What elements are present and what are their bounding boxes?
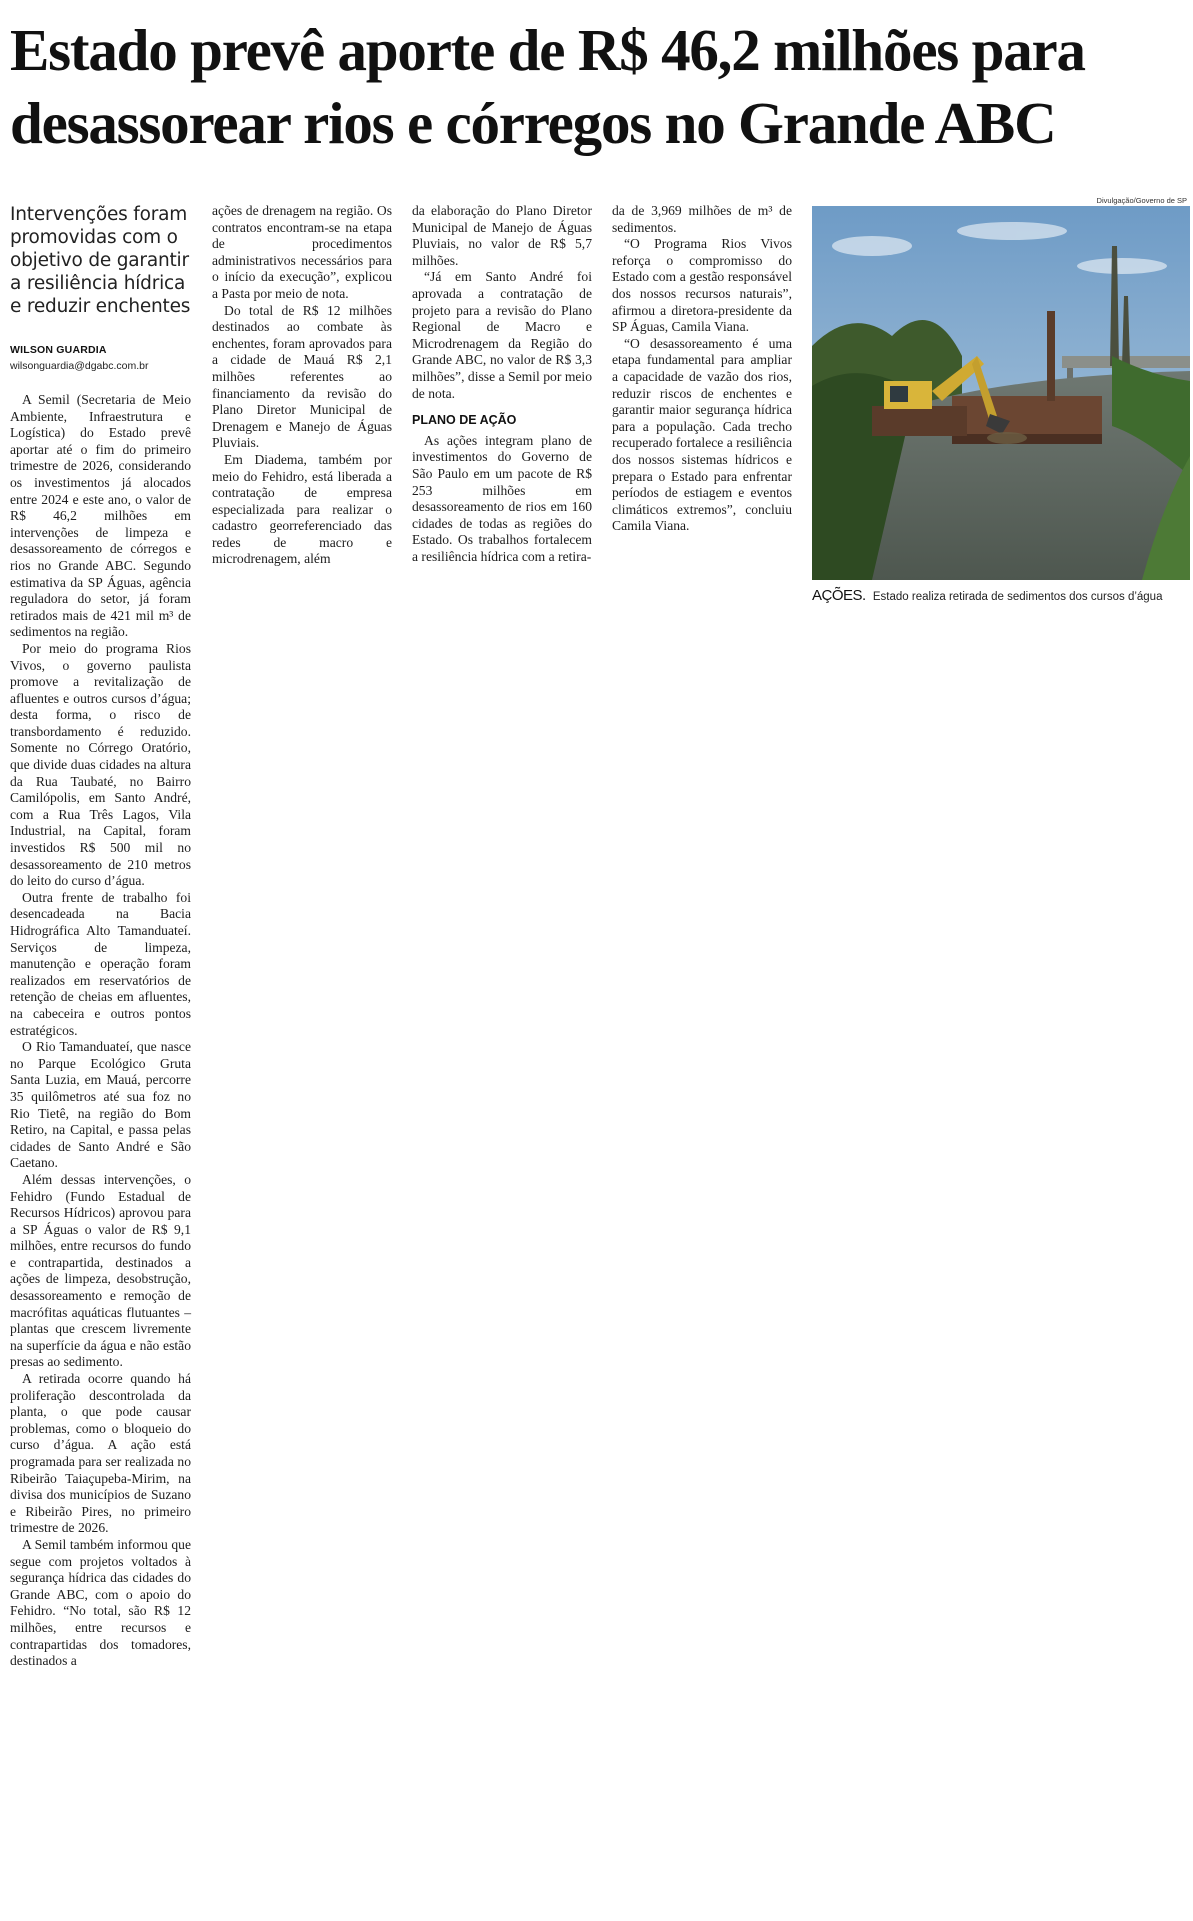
paragraph: “O desassoreamento é uma etapa fundamental para ampliar a capacidade de vazão dos rios, reduzir riscos de enchentes e garantir maior segurança hídrica para a população. Cada trecho recuperado fortalece a resiliência dos nossos sistemas hídricos e prepara o Estado para enfrentar períodos de estiagem e eventos climáticos extremos”, concluiu Camila Viana. (612, 335, 792, 534)
paragraph: O Rio Tamanduateí, que nasce no Parque Ecológico Gruta Santa Luzia, em Mauá, percorre 35 quilômetros até sua foz no Rio Tietê, na região do Bom Retiro, na Capital, e passa pelas cidades de Santo André e São Caetano. (10, 1039, 191, 1171)
deck (10, 203, 190, 318)
paragraph: Outra frente de trabalho foi desencadeada na Bacia Hidrográfica Alto Tamanduateí. Serviços de limpeza, manutenção e operação foram realizados em reservatórios de retenção de cheias em afluentes, na cabeceira e outros pontos estratégicos. (10, 889, 191, 1038)
byline-author: WILSON GUARDIA (10, 344, 107, 356)
paragraph: ações de drenagem na região. Os contratos encontram-se na etapa de procedimentos administrativos necessários para o início da execução”, explicou a Pasta por meio de nota. (212, 203, 392, 301)
paragraph: As ações integram plano de investimentos do Governo de São Paulo em um pacote de R$ 253 milhões em desassoreamento de rios em 160 cidades de todas as regiões do Estado. Os trabalhos fortalecem a resiliência hídrica com a retira- (412, 432, 592, 564)
paragraph: Por meio do programa Rios Vivos, o governo paulista promove a revitalização de afluentes e outros cursos d’água; desta forma, o risco de transbordamento é reduzido. Somente no Córrego Oratório, que divide duas cidades na altura da Rua Taubaté, no Bairro Camilópolis, em Santo André, com a Rua Três Lagos, Vila Industrial, na Capital, foram investidos R$ 500 mil no desassoreamento de 210 metros do leito do curso d’água. (10, 640, 191, 889)
paragraph: “O Programa Rios Vivos reforça o compromisso do Estado com a gestão responsável dos nossos recursos naturais”, afirmou a diretora-presidente da SP Águas, Camila Viana. (612, 236, 792, 335)
paragraph: A Semil também informou que segue com projetos voltados à segurança hídrica das cidades do Grande ABC, com o apoio do Fehidro. “No total, são R$ 12 milhões, entre recursos e contrapartidas dos tomadores, destinados a (10, 1536, 191, 1669)
paragraph: Do total de R$ 12 milhões destinados ao combate às enchentes, foram aprovados para a cidade de Mauá R$ 2,1 milhões referentes ao financiamento da revisão do Plano Diretor Municipal de Drenagem e Manejo de Águas Pluviais. (212, 302, 392, 451)
deck-line-1: Intervenções foram (10, 204, 188, 225)
deck-line-5: e reduzir enchentes (10, 296, 191, 317)
article-column-2 (212, 203, 392, 568)
photo-caption (812, 587, 1192, 604)
subhead: PLANO DE AÇÃO (412, 413, 517, 428)
caption-text: Estado realiza retirada de sedimentos dos cursos d’água (872, 591, 1163, 603)
paragraph: da de 3,969 milhões de m³ de sedimentos. (612, 203, 792, 235)
paragraph: “Já em Santo André foi aprovada a contratação de projeto para a revisão do Plano Regional de Macro e Microdrenagem da Região do Grande ABC, no valor de R$ 3,3 milhões”, disse a Semil por meio de nota. (412, 269, 592, 401)
caption-label: AÇÕES. (812, 587, 866, 604)
article-column-1 (10, 392, 191, 1670)
deck-line-3: objetivo de garantir (10, 250, 189, 271)
paragraph: Além dessas intervenções, o Fehidro (Fundo Estadual de Recursos Hídricos) aprovou para a SP Águas o valor de R$ 9,1 milhões, entre recursos do fundo e contrapartida, destinados a ações de limpeza, desobstrução, desassoreamento e remoção de macrófitas aquáticas flutuantes – plantas que crescem livremente na superfície da água e não estão presas ao sedimento. (10, 1171, 191, 1370)
headline-line-2: desassorear rios e córregos no Grande ABC (10, 90, 1056, 156)
byline-email: wilsonguardia@dgabc.com.br (10, 360, 149, 372)
article-column-4 (612, 203, 792, 535)
paragraph: A retirada ocorre quando há proliferação descontrolada da planta, o que pode causar problemas, como o bloqueio do curso d’água. A ação está programada para ser realizada no Ribeirão Taiaçupeba-Mirim, na divisa dos municípios de Suzano e Ribeirão Pires, no primeiro trimestre de 2026. (10, 1371, 191, 1536)
paragraph: Em Diadema, também por meio do Fehidro, está liberada a contratação de empresa especializada para realizar o cadastro georreferenciado das redes de macro e microdrenagem, além (212, 451, 392, 567)
paragraph: da elaboração do Plano Diretor Municipal de Manejo de Águas Pluviais, no valor de R$ 5,7 milhões. (412, 203, 592, 268)
paragraph: A Semil (Secretaria de Meio Ambiente, Infraestrutura e Logística) do Estado prevê aportar até o fim do primeiro trimestre de 2026, considerando os investimentos já alocados entre 2024 e este ano, o valor de R$ 46,2 milhões em intervenções de limpeza e desassoreamento de córregos e rios no Grande ABC. Segundo estimativa da SP Águas, agência reguladora do setor, já foram retirados mais de 421 mil m³ de sedimentos na região. (10, 392, 191, 640)
headline (10, 14, 1185, 160)
deck-line-4: a resiliência hídrica (10, 273, 186, 294)
article-column-3 (412, 203, 592, 565)
headline-line-1: Estado prevê aporte de R$ 46,2 milhões para (10, 17, 1085, 83)
article-photo (812, 206, 1190, 580)
photo-credit: Divulgação/Governo de SP (1096, 196, 1187, 205)
deck-line-2: promovidas com o (10, 227, 178, 248)
